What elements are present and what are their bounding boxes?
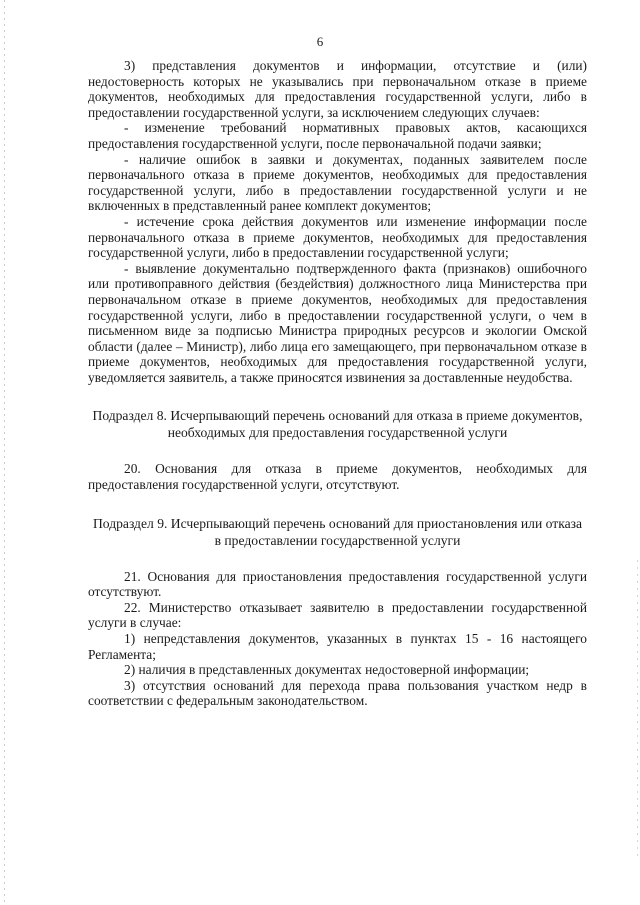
paragraph-22-item-2: 2) наличия в представленных документах недостоверной информации; <box>124 662 530 678</box>
paragraph-20: 20. Основания для отказа в приеме документов, необходимых для предоставления государственной услуги, отсутствуют. <box>88 461 587 493</box>
spacer <box>88 385 587 407</box>
paragraph-22-item-3: 3) отсутствия оснований для перехода права пользования участком недр в соответствии с федеральным законодательством. <box>88 677 587 709</box>
spacer <box>88 441 587 461</box>
section-heading-9: Подраздел 9. Исчерпывающий перечень оснований для приостановления или отказа в предоставлении государственной услуги <box>92 515 583 548</box>
scan-edge-right <box>637 560 638 860</box>
paragraph-21: 21. Основания для приостановления предоставления государственной услуги отсутствуют. <box>88 568 587 600</box>
spacer <box>88 549 587 569</box>
paragraph-22: 22. Министерство отказывает заявителю в предоставлении государственной услуги в случае: <box>88 599 587 631</box>
paragraph-bullet-1: - изменение требований нормативных правовых актов, касающихся предоставления государственной услуги, после первоначальной подачи заявки; <box>88 120 587 151</box>
scan-edge-left <box>4 0 5 905</box>
section-heading-8: Подраздел 8. Исчерпывающий перечень оснований для отказа в приеме документов, необходимых для предоставления государственной услуги <box>92 408 583 441</box>
paragraph-bullet-2: - наличие ошибок в заявки и документах, поданных заявителем после первоначального отказа в приеме документов, необходимых для предоставления государственной услуги, либо в предоставлении государственной услуги и не включенных в представленный ранее комплект документов; <box>88 151 587 214</box>
paragraph-bullet-3: - истечение срока действия документов или изменение информации после первоначального отказа в приеме документов, необходимых для предоставления государственной услуги, либо в предоставлении государственной услуги; <box>88 213 587 261</box>
spacer <box>88 493 587 515</box>
paragraph-22-item-1: 1) непредставления документов, указанных в пунктах 15 - 16 настоящего Регламента; <box>88 631 587 662</box>
page-number: 6 <box>316 34 324 49</box>
paragraph-item-3: 3) представления документов и информации, отсутствие и (или) недостоверность которых не указывались при первоначальном отказе в приеме документов, необходимых для предоставления государственной услуги, либо в предоставлении государственной услуги, за исключением следующих случаев: <box>88 58 587 120</box>
document-body <box>88 58 587 709</box>
paragraph-bullet-4: - выявление документально подтвержденного факта (признаков) ошибочного или противоправного действия (бездействия) должностного лица Министерства при первоначальном отказе в приеме документов, необходимых для предоставления государственной услуги, либо в предоставлении государственной услуги, о чем в письменном виде за подписью Министра природных ресурсов и экологии Омской области (далее – Министр), либо лица его замещающего, при первоначальном отказе в приеме документов, необходимых для предоставления государственной услуги, уведомляется заявитель, а также приносятся извинения за доставленные неудобства. <box>88 260 587 385</box>
